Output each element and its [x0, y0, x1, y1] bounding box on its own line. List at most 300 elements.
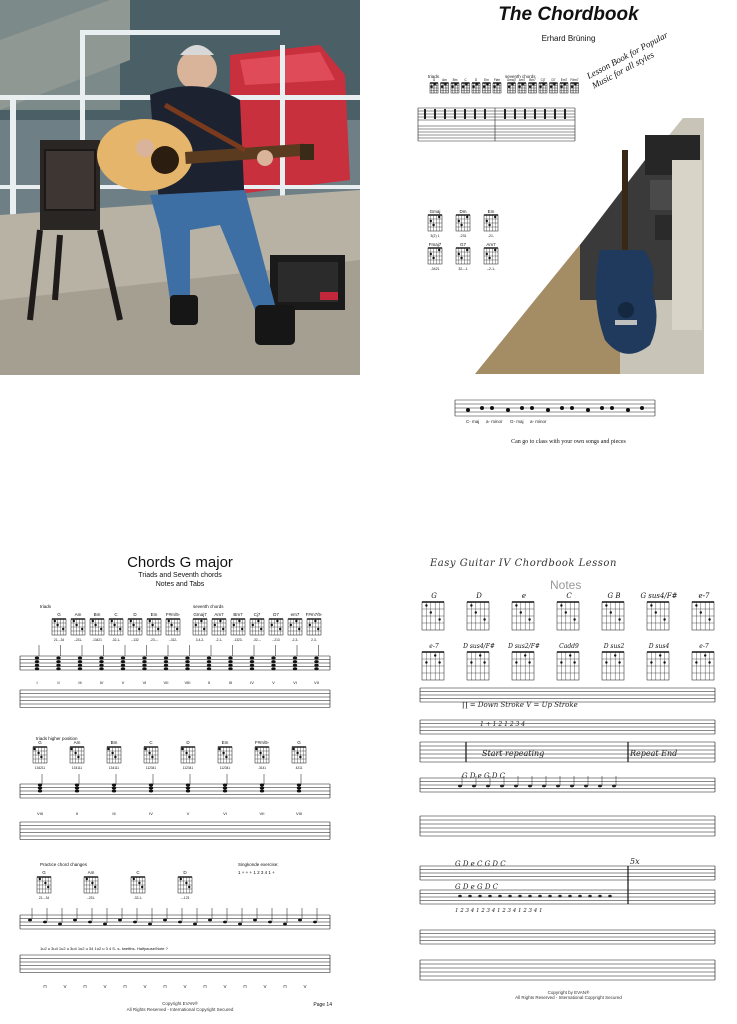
g-note-head	[78, 667, 82, 670]
g-major-notation	[0, 540, 360, 1024]
seventh-name-0: Gmaj7	[193, 612, 207, 617]
numeral-4: V	[121, 680, 125, 685]
g-note-head	[223, 790, 227, 793]
lesson-count-a: 1 + 1 2 1 2 3 4	[480, 721, 526, 728]
lesson-note-head	[612, 785, 616, 788]
higher-box-2	[107, 747, 121, 763]
lesson-title: Easy Guitar IV Chordbook Lesson	[430, 558, 617, 569]
g-note-head	[186, 787, 190, 790]
lesson-note-head	[598, 785, 602, 788]
practice-fingering-1: --231-	[86, 896, 96, 900]
cover-chord-name-10: Cj7	[540, 78, 546, 82]
lesson-note-head	[578, 895, 582, 898]
g-note-head	[208, 919, 212, 922]
g-tab-2	[20, 822, 330, 840]
g-note-head	[297, 784, 301, 787]
higher-name-3: C	[149, 740, 153, 745]
lesson-staff-4	[420, 866, 715, 880]
practice-box-2	[131, 877, 145, 893]
g-note-head	[250, 657, 254, 660]
lesson-note-head	[498, 895, 502, 898]
seventh-fingering-5: -2-3-	[291, 638, 299, 642]
lesson-note-head	[608, 895, 612, 898]
g-note-head	[260, 787, 264, 790]
triad-name-5: Em	[150, 612, 158, 617]
cover-graphics	[400, 0, 737, 470]
g-note-head	[207, 660, 211, 663]
lesson-row2-chord-2: D sus2/F#	[508, 643, 540, 650]
higher-numeral-1: II	[75, 811, 79, 816]
chord-row-a: G D e C G D C	[455, 860, 506, 868]
cover-chord-name-13: F#m7	[570, 78, 579, 82]
g-note-head	[298, 919, 302, 922]
lesson-note-head	[558, 895, 562, 898]
seventh-box-2	[231, 619, 245, 635]
stroke-mark-7: V	[183, 984, 187, 989]
g-note-head	[253, 919, 257, 922]
triad-name-1: Am	[74, 612, 82, 617]
g-note-head	[297, 790, 301, 793]
lesson-copyright-1: Copyright by EVAN®	[547, 990, 590, 995]
rhythm-label-3: G- maj	[510, 419, 524, 424]
g-note-head	[75, 784, 79, 787]
practice-box-1	[84, 877, 98, 893]
triad-name-2: Bm	[93, 612, 101, 617]
g-note-head	[35, 657, 39, 660]
higher-fingering-4: 112341	[182, 766, 194, 770]
stroke-mark-2: ⊓	[83, 984, 87, 989]
numeral-10: IV	[250, 680, 254, 685]
stroke-mark-3: V	[103, 984, 107, 989]
seventh-chords-label: seventh chords	[193, 604, 224, 609]
cover-lower-chord-name-4: G7	[459, 242, 467, 247]
numeral-7: VIII	[184, 680, 191, 685]
cover-chord-box-1	[441, 83, 449, 93]
practice-fingering-3: ---123	[180, 896, 190, 900]
g-note-head	[238, 923, 242, 926]
g-note-head	[164, 664, 168, 667]
g-note-head	[293, 664, 297, 667]
g-note-head	[207, 664, 211, 667]
g-note-head	[186, 784, 190, 787]
g-note-head	[112, 784, 116, 787]
higher-name-1: Am	[73, 740, 81, 745]
g-note-head	[78, 660, 82, 663]
higher-position-label: triads higher position	[36, 736, 78, 741]
cover-author: Erhard Brüning	[541, 34, 596, 43]
numeral-3: IV	[99, 680, 104, 685]
higher-box-4	[181, 747, 195, 763]
triad-box-0	[52, 619, 66, 635]
g-note-head	[38, 784, 42, 787]
lesson-note-head	[584, 785, 588, 788]
higher-name-7: G	[297, 740, 301, 745]
lesson-staff-6	[420, 930, 715, 944]
cover-caption: Can go to class with your own songs and pieces	[511, 439, 626, 445]
cover-chord-name-3: C	[464, 78, 467, 82]
practice-fingering-0: 21---34	[38, 896, 50, 900]
g-note-head	[207, 667, 211, 670]
lesson-note-head	[468, 895, 472, 898]
g-note-head	[56, 667, 60, 670]
lesson-note-head	[478, 895, 482, 898]
g-note-head	[297, 787, 301, 790]
stroke-mark-13: V	[303, 984, 307, 989]
triad-fingering-5: -23---	[150, 638, 158, 642]
g-staff-1	[20, 656, 330, 670]
g-staff-2	[20, 784, 330, 798]
g-note-head	[164, 667, 168, 670]
g-note-head	[228, 657, 232, 660]
lesson-note-head	[528, 785, 532, 788]
g-note-head	[293, 660, 297, 663]
photo-illustration	[0, 0, 360, 375]
higher-fingering-5: 112341	[219, 766, 231, 770]
lesson-row2-chord-0: e-7	[429, 643, 439, 650]
triad-box-5	[147, 619, 161, 635]
cover-chord-name-7: Gmaj7	[506, 78, 517, 82]
rhythm-label-2: a- minor	[486, 419, 503, 424]
g-note-head	[223, 784, 227, 787]
g-note-head	[293, 667, 297, 670]
subtitle-line-1: Triads and Seventh chords	[138, 572, 222, 579]
cover-triads-label: triads	[428, 74, 440, 79]
cover-chord-box-0	[430, 83, 438, 93]
g-note-head	[142, 657, 146, 660]
lesson-note-head	[598, 895, 602, 898]
g-note-head	[56, 660, 60, 663]
g-note-head	[250, 667, 254, 670]
higher-fingering-7: 4211	[295, 766, 303, 770]
seventh-fingering-3: -32---	[253, 638, 261, 642]
higher-name-0: G	[38, 740, 42, 745]
cover-lower-chord-name-3: Fmaj7	[428, 242, 442, 247]
lesson-row1-chord-3: C	[566, 592, 572, 600]
lesson-row1-box-1	[467, 602, 489, 630]
g-note-head	[228, 667, 232, 670]
g-note-head	[223, 921, 227, 924]
lesson-note-head	[538, 895, 542, 898]
cover-chord-box-11	[550, 83, 558, 93]
g-note-head	[186, 790, 190, 793]
lesson-row1-chord-4: G B	[607, 592, 621, 600]
bottom-count: 1u2 u 3u4 1u2 u 3u4 1u2 u 34 1u2 u 3 4 S- s- twetths- Halfpause/Note ?	[40, 946, 168, 951]
g-note-head	[271, 657, 275, 660]
lesson-note-head	[548, 895, 552, 898]
g-note-head	[88, 921, 92, 924]
higher-box-5	[218, 747, 232, 763]
cover-lower-chord-box-0	[428, 215, 442, 231]
g-note-head	[99, 657, 103, 660]
lesson-row1-chord-0: G	[431, 592, 437, 600]
chord-row-b: G D e G D C	[455, 883, 499, 891]
g-note-head	[56, 657, 60, 660]
lesson-note-head	[588, 895, 592, 898]
practice-label: Practice chord changes	[40, 862, 88, 867]
cover-chord-box-2	[451, 83, 459, 93]
g-note-head	[271, 667, 275, 670]
triad-fingering-4: --132	[131, 638, 139, 642]
g-note-head	[121, 667, 125, 670]
higher-numeral-2: III	[112, 811, 116, 816]
seventh-box-6	[307, 619, 321, 635]
cover-staff	[418, 108, 575, 141]
cover-title: The Chordbook	[498, 4, 639, 25]
stroke-legend: ∏ = Down Stroke V = Up Stroke	[462, 701, 578, 709]
stroke-mark-6: ⊓	[163, 984, 167, 989]
lesson-note-head	[514, 785, 518, 788]
seventh-fingering-2: -1323-	[233, 638, 243, 642]
riff-letters: G D e G D C	[462, 772, 506, 780]
lesson-row2-chord-5: D sus4	[648, 643, 670, 650]
cover-subtitle: Lesson Book for Popular Music for all styles	[585, 29, 670, 91]
g-note-head	[164, 657, 168, 660]
higher-numeral-7: VIII	[295, 811, 303, 816]
g-note-head	[314, 664, 318, 667]
cover-seventh-label: seventh chords	[505, 74, 536, 79]
higher-numeral-0: VIII	[36, 811, 44, 816]
lesson-staff-5	[420, 890, 715, 904]
lesson-row2-box-6	[692, 652, 714, 680]
notes-heading: Notes	[550, 578, 582, 592]
higher-name-4: D	[186, 740, 190, 745]
cover-lower-chord-box-3	[428, 248, 442, 264]
triad-name-6: F#m/5-	[165, 612, 181, 617]
counts-b: 1 2 3 4 1 2 3 4 1 2 3 4 1 2 3 4 1	[455, 908, 543, 914]
triad-fingering-0: 21---34	[53, 638, 65, 642]
cover-rhythm-notes	[466, 406, 644, 412]
g-note-head	[250, 664, 254, 667]
higher-box-6	[255, 747, 269, 763]
lesson-note-head	[542, 785, 546, 788]
cover-chord-name-2: Bm	[452, 78, 458, 82]
seventh-name-3: Cj7	[253, 612, 261, 617]
lesson-tab-3	[420, 960, 715, 980]
g-note-head	[121, 657, 125, 660]
g-note-head	[35, 664, 39, 667]
g-note-head	[228, 664, 232, 667]
seventh-box-1	[212, 619, 226, 635]
page-subtitle	[0, 571, 360, 589]
cover-guitar-photo	[475, 118, 704, 374]
triad-box-3	[109, 619, 123, 635]
seventh-name-5: em7	[290, 612, 300, 617]
cover-lower-chord-fingering-0: 3(2) 1	[430, 234, 440, 238]
higher-box-3	[144, 747, 158, 763]
chords-g-major-page	[0, 540, 360, 1024]
lesson-note-head	[568, 895, 572, 898]
g-note-head	[103, 923, 107, 926]
numeral-0: I	[36, 680, 38, 685]
g-note-head	[99, 664, 103, 667]
lesson-staff-1	[420, 688, 715, 702]
seventh-fingering-1: -2-1-	[215, 638, 223, 642]
seventh-name-2: Bm7	[233, 612, 243, 617]
stroke-mark-11: V	[263, 984, 267, 989]
lesson-row1-box-5	[647, 602, 669, 630]
higher-name-6: F#m/5-	[254, 740, 270, 745]
g-note-head	[271, 664, 275, 667]
triad-fingering-1: --231-	[73, 638, 83, 642]
subtitle-line-2: Notes and Tabs	[155, 581, 205, 588]
lesson-copyright-2: All Rights Reserved - International Copyright Secured	[515, 995, 622, 1000]
lesson-row2-box-5	[647, 652, 669, 680]
g-note-head	[142, 664, 146, 667]
stroke-mark-8: ⊓	[203, 984, 207, 989]
g-note-head	[314, 667, 318, 670]
seventh-box-0	[193, 619, 207, 635]
g-note-head	[28, 919, 32, 922]
lesson-note-head	[486, 785, 490, 788]
lesson-row2-chord-3: Cadd9	[559, 643, 579, 650]
g-note-head	[112, 787, 116, 790]
cover-chord-name-1: Am	[442, 78, 447, 82]
cover-chord-name-8: Am7	[518, 78, 526, 82]
cover-lower-chord-fingering-2: -21-	[487, 234, 495, 238]
cover-lower-chords	[428, 209, 498, 271]
lesson-staff-3	[420, 778, 715, 792]
lesson-row1-chord-5: G sus4/F#	[640, 592, 678, 600]
g-note-head	[185, 657, 189, 660]
higher-numeral-5: VI	[223, 811, 227, 816]
higher-name-5: Em	[221, 740, 229, 745]
lesson-row2-chord-4: D sus2	[603, 643, 625, 650]
g-note-head	[164, 660, 168, 663]
g-note-head	[314, 657, 318, 660]
g-note-head	[228, 660, 232, 663]
seventh-box-4	[269, 619, 283, 635]
repeat-end-text: Repeat End	[630, 749, 678, 758]
g-note-head	[178, 921, 182, 924]
triad-name-0: G	[57, 612, 61, 617]
g-note-head	[121, 664, 125, 667]
lesson-note-head	[500, 785, 504, 788]
cover-chord-boxes	[430, 78, 579, 93]
cover-chord-box-8	[518, 83, 526, 93]
rhythm-label-4: a- minor	[530, 419, 547, 424]
higher-box-0	[33, 747, 47, 763]
page-number: Page 14	[313, 1002, 332, 1008]
lesson-row2-box-2	[512, 652, 534, 680]
g-note-head	[99, 667, 103, 670]
numeral-5: VI	[142, 680, 147, 685]
g-tab-1	[20, 690, 330, 708]
cover-lower-chord-box-5	[484, 248, 498, 264]
stroke-mark-0: ⊓	[43, 984, 47, 989]
copyright-line-2: All Rights Reserved - International Copyright Secured	[126, 1007, 234, 1012]
g-note-head	[43, 921, 47, 924]
stroke-mark-12: ⊓	[283, 984, 287, 989]
numeral-11: V	[272, 680, 275, 685]
cover-chord-box-13	[571, 83, 579, 93]
numeral-8: II	[207, 680, 211, 685]
g-note-head	[35, 667, 39, 670]
higher-fingering-0: 134211	[34, 766, 46, 770]
g-tab-3	[20, 955, 330, 973]
g-note-head	[149, 787, 153, 790]
cover-rhythm-staff	[455, 400, 655, 416]
lesson-row1-box-0	[422, 602, 444, 630]
lesson-note-head	[458, 785, 462, 788]
syncopate-label: Singkonde exercise:	[238, 862, 279, 867]
cover-lower-chord-name-2: Em	[487, 209, 495, 214]
seventh-name-6: F#m7/5-	[305, 612, 323, 617]
higher-name-2: Bm	[110, 740, 118, 745]
cover-chord-box-4	[472, 83, 480, 93]
cover-lower-chord-name-5: Am7	[486, 242, 496, 247]
lesson-row1-box-6	[692, 602, 714, 630]
lesson-note-head	[488, 895, 492, 898]
lesson-row1-box-4	[602, 602, 624, 630]
cover-lower-chord-fingering-3: -3421	[430, 267, 440, 271]
lesson-row2-box-4	[602, 652, 624, 680]
cover-chord-box-5	[483, 83, 491, 93]
cover-lower-chord-box-2	[484, 215, 498, 231]
g-note-head	[149, 790, 153, 793]
triad-box-2	[90, 619, 104, 635]
lesson-note-head	[472, 785, 476, 788]
cover-chord-name-9: Bm7	[529, 78, 536, 82]
rhythm-label-1: C- maj	[466, 419, 480, 424]
cover-lower-chord-name-1: Dm	[459, 209, 467, 214]
cover-lower-chord-box-4	[456, 248, 470, 264]
practice-fingering-2: -32-1-	[133, 896, 143, 900]
lesson-row2-box-3	[557, 652, 579, 680]
higher-fingering-1: 134111	[71, 766, 83, 770]
easy-guitar-lesson-page	[400, 540, 737, 1024]
g-note-head	[185, 664, 189, 667]
lesson-row1-chord-6: e-7	[698, 592, 710, 600]
higher-fingering-6: -3141	[257, 766, 267, 770]
lesson-tab-2	[420, 816, 715, 836]
cover-lower-chord-fingering-1: -231	[459, 234, 467, 238]
higher-numeral-4: V	[186, 811, 190, 816]
lesson-notation	[400, 540, 737, 1024]
g-note-head	[260, 784, 264, 787]
stroke-mark-9: V	[223, 984, 227, 989]
lesson-row2-box-0	[422, 652, 444, 680]
numeral-9: III	[228, 680, 233, 685]
g-note-head	[121, 660, 125, 663]
g-note-head	[58, 923, 62, 926]
lesson-note-head	[556, 785, 560, 788]
triad-box-4	[128, 619, 142, 635]
cover-chord-box-10	[539, 83, 547, 93]
practice-box-0	[37, 877, 51, 893]
g-note-head	[193, 923, 197, 926]
seventh-name-1: Am7	[214, 612, 224, 617]
seventh-box-3	[250, 619, 264, 635]
lesson-row1-chord-2: e	[521, 592, 527, 600]
triad-name-4: D	[133, 612, 137, 617]
g-note-head	[78, 664, 82, 667]
stroke-mark-4: ⊓	[123, 984, 127, 989]
cover-chord-name-6: F#m	[493, 78, 501, 82]
lesson-note-head	[458, 895, 462, 898]
lesson-row2-box-1	[467, 652, 489, 680]
triad-fingering-3: -32-1-	[111, 638, 121, 642]
practice-name-2: C	[136, 870, 140, 875]
seventh-fingering-4: --213	[272, 638, 280, 642]
seventh-box-5	[288, 619, 302, 635]
numeral-6: VII	[163, 680, 169, 685]
g-note-head	[38, 790, 42, 793]
g-note-head	[223, 787, 227, 790]
practice-box-3	[178, 877, 192, 893]
lesson-row2-chord-6: e-7	[699, 643, 709, 650]
g-note-head	[112, 790, 116, 793]
numeral-2: III	[78, 680, 82, 685]
